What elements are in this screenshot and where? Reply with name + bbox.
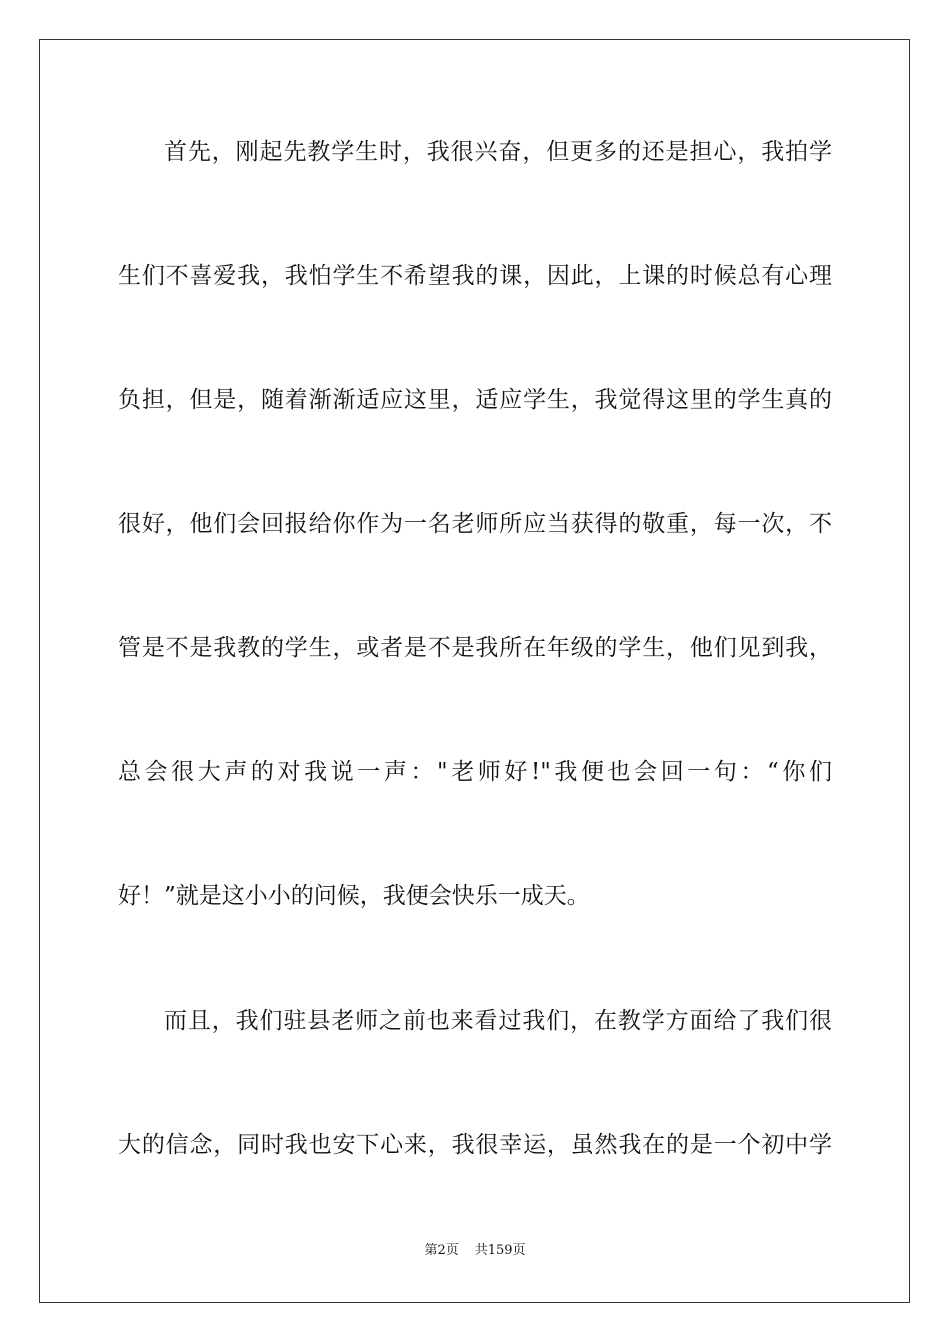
paragraph-line-4: 很好，他们会回报给你作为一名老师所应当获得的敬重，每一次，不	[118, 511, 832, 537]
paragraph-line-1: 首先，刚起先教学生时，我很兴奋，但更多的还是担心，我拍学	[164, 139, 832, 165]
paragraph-line-3: 负担，但是，随着渐渐适应这里，适应学生，我觉得这里的学生真的	[118, 387, 832, 413]
paragraph-line-7: 好！”就是这小小的问候，我便会快乐一成天。	[118, 883, 590, 909]
page-border	[39, 39, 910, 1303]
paragraph-line-6: 总会很大声的对我说一声："老师好!"我便也会回一句：“你们	[118, 759, 832, 785]
paragraph-line-9: 大的信念，同时我也安下心来，我很幸运，虽然我在的是一个初中学	[118, 1132, 832, 1158]
paragraph-line-5: 管是不是我教的学生，或者是不是我所在年级的学生，他们见到我，	[118, 635, 832, 661]
page-number: 第2页	[424, 1243, 459, 1258]
page-footer	[0, 1243, 950, 1259]
paragraph-line-8: 而且，我们驻县老师之前也来看过我们，在教学方面给了我们很	[164, 1008, 832, 1034]
paragraph-line-2: 生们不喜爱我，我怕学生不希望我的课，因此，上课的时候总有心理	[118, 263, 832, 289]
page-total: 共159页	[474, 1243, 526, 1258]
